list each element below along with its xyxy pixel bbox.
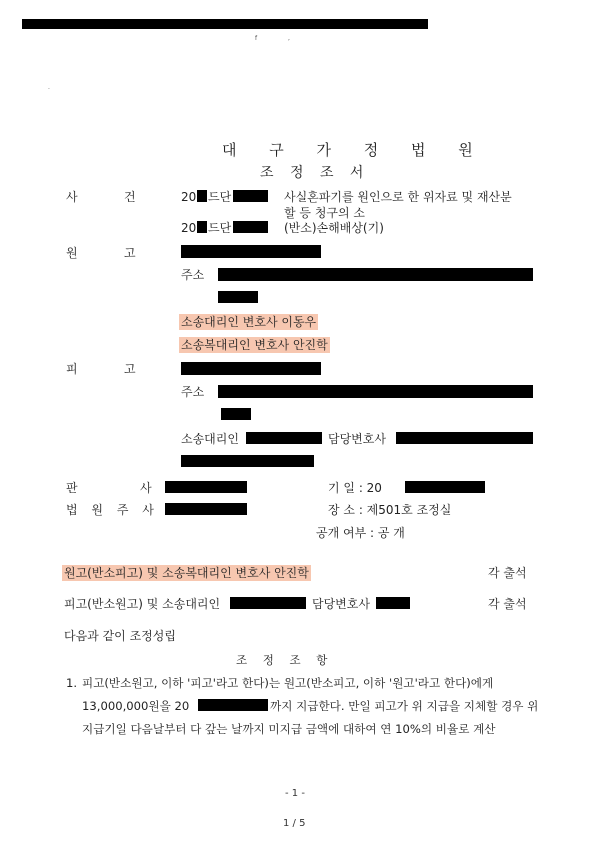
redacted-payment-date xyxy=(198,699,268,711)
established-text: 다음과 같이 조정성립 xyxy=(64,629,176,643)
judge-label-2: 사 xyxy=(140,481,152,495)
clause1-line3: 지급기일 다음날부터 다 갚는 날까지 미지급 금액에 대하여 연 10%의 비율로 계산 xyxy=(82,722,496,736)
plaintiff-agent1: 소송대리인 변호사 이동우 xyxy=(181,315,317,329)
court-name: 대 구 가 정 법 원 xyxy=(222,141,487,159)
clause1-line1: 피고(반소원고, 이하 '피고'라고 한다)는 원고(반소피고, 이하 '원고'라고 한다)에게 xyxy=(82,676,494,690)
judge-label xyxy=(66,480,152,496)
defendant-label-1: 피 xyxy=(66,362,78,376)
judge-label-1: 판 xyxy=(66,481,78,495)
redacted-case2-num-b xyxy=(233,221,268,233)
redacted-defendant-address-1 xyxy=(218,385,533,398)
plaintiff-label-2: 고 xyxy=(124,246,136,260)
redacted-plaintiff-address-1 xyxy=(218,268,533,281)
header-mark-left: f xyxy=(255,35,258,42)
redacted-date xyxy=(405,481,485,493)
clause1-line2-suffix: 까지 지급한다. 만일 피고가 위 지급을 지체할 경우 위 xyxy=(270,699,539,713)
redacted-defendant-address-2 xyxy=(221,408,251,420)
place-label: 장 소 : 제501호 조정실 xyxy=(328,503,452,517)
plaintiff-label-1: 원 xyxy=(66,246,78,260)
page-total: 1 / 5 xyxy=(283,818,306,829)
defendant-agent-label: 소송대리인 xyxy=(181,432,239,446)
redacted-defendant-attorney-1 xyxy=(396,432,533,444)
clause1-line2-prefix: 13,000,000원을 20 xyxy=(82,699,190,713)
case-label xyxy=(66,189,136,205)
redacted-case-num-b xyxy=(233,190,268,202)
defendant-address-label: 주소 xyxy=(181,385,205,399)
case-number1-prefix: 20 xyxy=(181,190,197,204)
attendance-row2-status: 각 출석 xyxy=(488,597,527,611)
header-dot: · xyxy=(48,86,50,93)
case-label-1: 사 xyxy=(66,190,78,204)
case-title1-line1: 사실혼파기를 원인으로 한 위자료 및 재산분 xyxy=(284,190,512,204)
page-number: - 1 - xyxy=(285,788,305,799)
attendance-row1-status: 각 출석 xyxy=(488,566,527,580)
redacted-plaintiff-address-2 xyxy=(218,291,258,303)
redacted-defendant-agent xyxy=(246,432,322,444)
case-number1-code: 드단 xyxy=(208,190,232,204)
redacted-case2-num-a xyxy=(197,221,207,233)
header-mark-right: , xyxy=(288,35,290,42)
redacted-plaintiff-name xyxy=(181,245,321,258)
redacted-defendant-attorney-2 xyxy=(181,455,314,467)
case-number2-code: 드단 xyxy=(208,221,232,235)
date-label: 기 일 : 20 xyxy=(328,481,382,495)
redacted-header xyxy=(22,19,428,29)
case-number2-prefix: 20 xyxy=(181,221,197,235)
attendance-row2-prefix: 피고(반소원고) 및 소송대리인 xyxy=(64,597,221,611)
redacted-clerk xyxy=(165,503,247,515)
clauses-title: 조 정 조 항 xyxy=(236,653,334,667)
clerk-label: 법 원 주 사 xyxy=(66,503,159,517)
plaintiff-label xyxy=(66,245,136,261)
defendant-label xyxy=(66,361,136,377)
redacted-defendant-name xyxy=(181,362,321,375)
case-label-2: 건 xyxy=(124,190,136,204)
defendant-attorney-label: 담당변호사 xyxy=(328,432,386,446)
case-title2: (반소)손해배상(기) xyxy=(284,221,384,235)
attendance-row1: 원고(반소피고) 및 소송복대리인 변호사 안진학 xyxy=(64,566,309,580)
defendant-label-2: 고 xyxy=(124,362,136,376)
plaintiff-address-label: 주소 xyxy=(181,268,205,282)
public-label: 공개 여부 : 공 개 xyxy=(316,526,405,540)
plaintiff-agent2: 소송복대리인 변호사 안진학 xyxy=(181,338,328,352)
case-title1-line2: 할 등 청구의 소 xyxy=(284,206,365,220)
clause1-number: 1. xyxy=(66,676,78,690)
doc-title: 조 정 조 서 xyxy=(260,165,370,181)
redacted-attendance-attorney xyxy=(376,597,410,609)
redacted-attendance-agent xyxy=(230,597,306,609)
redacted-judge xyxy=(165,481,247,493)
attendance-row2-mid: 담당변호사 xyxy=(312,597,370,611)
redacted-case-num-a xyxy=(197,190,207,202)
